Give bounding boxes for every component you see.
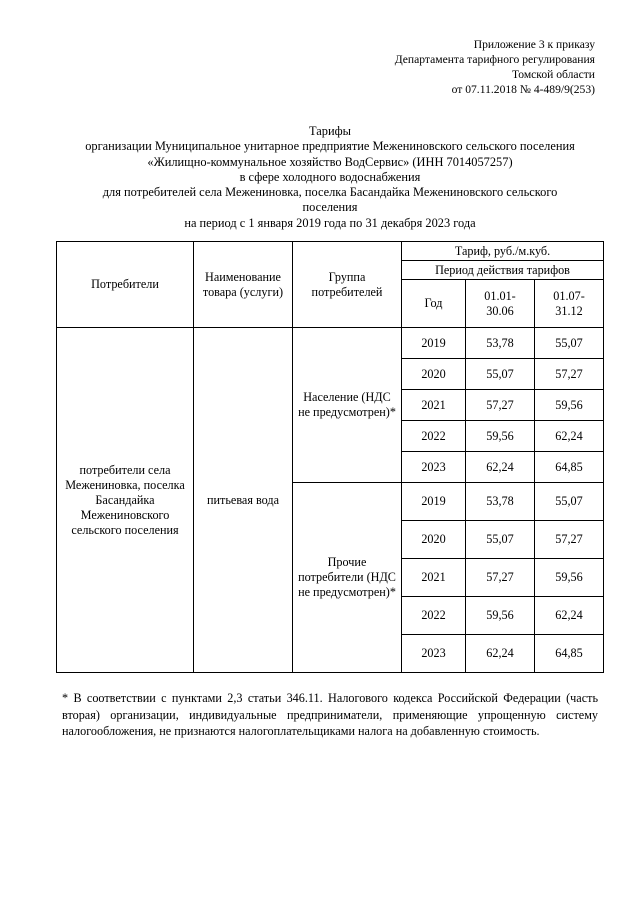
tariff-h2-cell: 55,07	[535, 328, 604, 359]
footnote: * В соответствии с пунктами 2,3 статьи 346.11. Налогового кодекса Российской Федерации (часть вторая) организации, индивидуальные предприниматели, применяющие упрощенную систему налогообложения, не признаются налогоплательщиками налога на добавленную стоимость.	[62, 691, 598, 738]
header-year: Год	[402, 280, 466, 328]
year-cell: 2022	[402, 421, 466, 452]
tariff-table	[56, 241, 604, 673]
title-line: в сфере холодного водоснабжения	[239, 169, 421, 184]
document-title	[45, 124, 615, 231]
tariff-h1-cell: 62,24	[466, 635, 535, 673]
header-tariff: Тариф, руб./м.куб.	[402, 242, 604, 261]
header-period: Период действия тарифов	[402, 261, 604, 280]
appendix-line: Приложение 3 к приказу	[473, 38, 595, 51]
header-consumers: Потребители	[57, 242, 194, 328]
group-cell: Население (НДС не предусмотрен)*	[293, 328, 402, 483]
consumer-cell: потребители села Межениновка, поселка Басандайка Межениновского сельского поселения	[57, 328, 194, 673]
header-product: Наименование товара (услуги)	[194, 242, 293, 328]
tariff-h1-cell: 57,27	[466, 559, 535, 597]
year-cell: 2021	[402, 390, 466, 421]
group-cell: Прочие потребители (НДС не предусмотрен)*	[293, 483, 402, 673]
title-line: Тарифы	[309, 124, 351, 138]
appendix-line: от 07.11.2018 № 4-489/9(253)	[451, 83, 595, 96]
tariff-h2-cell: 57,27	[535, 521, 604, 559]
tariff-h2-cell: 57,27	[535, 359, 604, 390]
tariff-h1-cell: 53,78	[466, 483, 535, 521]
tariff-h1-cell: 55,07	[466, 521, 535, 559]
tariff-h1-cell: 62,24	[466, 452, 535, 483]
tariff-h2-cell: 59,56	[535, 559, 604, 597]
title-line: для потребителей села Межениновка, поселка Басандайка Межениновского сельского	[102, 185, 558, 200]
appendix-line: Томской области	[512, 68, 595, 81]
title-line: поселения	[302, 200, 358, 215]
year-cell: 2023	[402, 452, 466, 483]
year-cell: 2023	[402, 635, 466, 673]
header-period-h1: 01.01- 30.06	[466, 280, 535, 328]
table-row	[57, 328, 604, 359]
title-line: «Жилищно-коммунальное хозяйство ВодСервис» (ИНН 7014057257)	[147, 154, 513, 169]
tariff-h2-cell: 62,24	[535, 421, 604, 452]
header-period-h2: 01.07- 31.12	[535, 280, 604, 328]
year-cell: 2022	[402, 597, 466, 635]
year-cell: 2020	[402, 359, 466, 390]
tariff-h1-cell: 57,27	[466, 390, 535, 421]
tariff-h1-cell: 59,56	[466, 597, 535, 635]
product-cell: питьевая вода	[194, 328, 293, 673]
year-cell: 2019	[402, 483, 466, 521]
year-cell: 2020	[402, 521, 466, 559]
year-cell: 2021	[402, 559, 466, 597]
appendix-block	[395, 37, 595, 97]
appendix-line: Департамента тарифного регулирования	[394, 53, 595, 66]
tariff-h2-cell: 55,07	[535, 483, 604, 521]
tariff-h1-cell: 53,78	[466, 328, 535, 359]
tariff-h2-cell: 64,85	[535, 635, 604, 673]
tariff-h1-cell: 59,56	[466, 421, 535, 452]
tariff-h2-cell: 62,24	[535, 597, 604, 635]
title-line: организации Муниципальное унитарное предприятие Межениновского сельского поселения	[85, 139, 575, 154]
tariff-h1-cell: 55,07	[466, 359, 535, 390]
tariff-h2-cell: 59,56	[535, 390, 604, 421]
tariff-h2-cell: 64,85	[535, 452, 604, 483]
year-cell: 2019	[402, 328, 466, 359]
title-line: на период с 1 января 2019 года по 31 декабря 2023 года	[184, 215, 476, 230]
header-group: Группа потребителей	[293, 242, 402, 328]
